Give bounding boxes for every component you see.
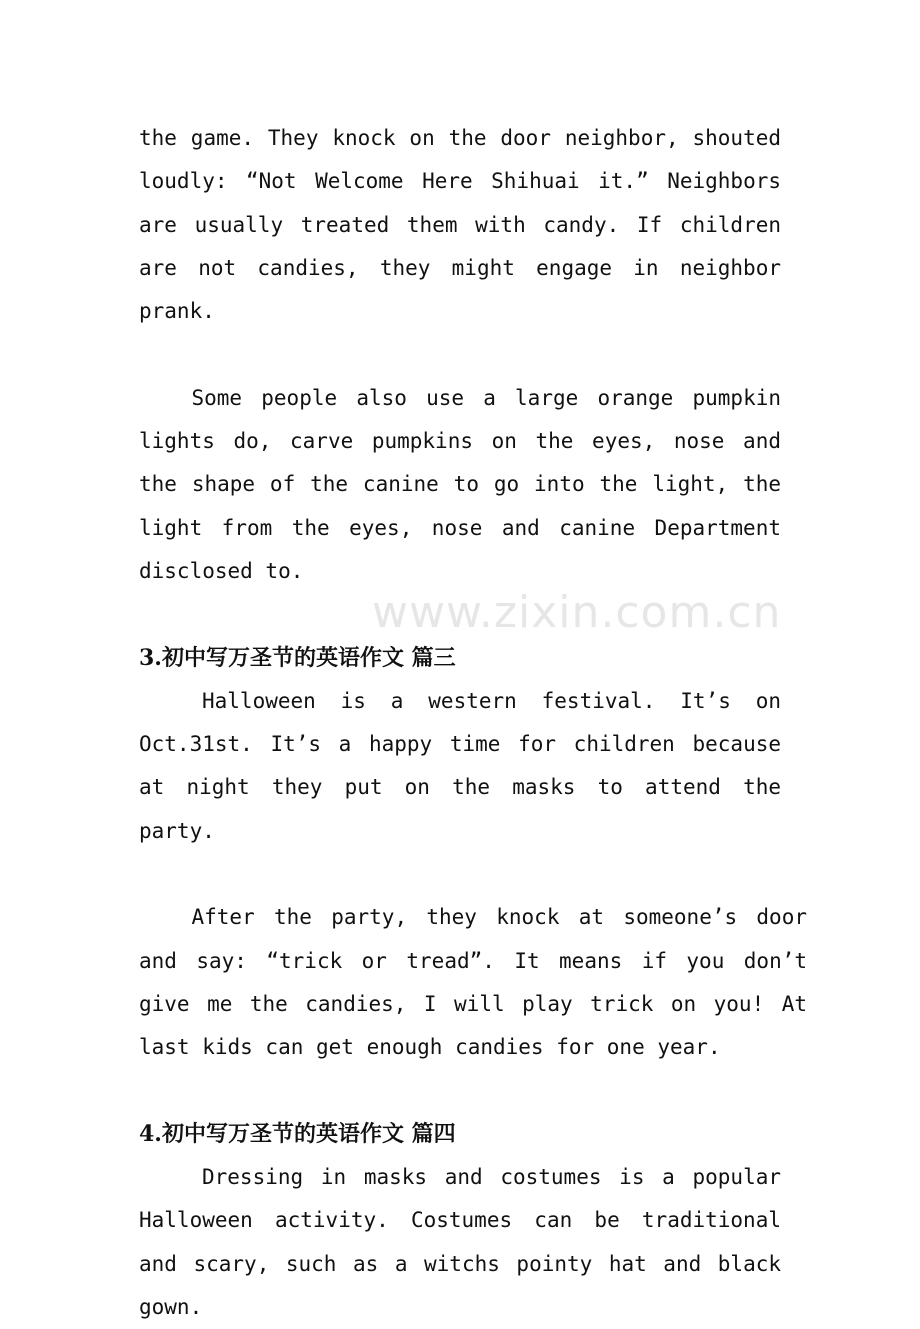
paragraph-gap <box>139 1070 781 1113</box>
document-body <box>139 117 807 1329</box>
section-heading-3: 3.初中写万圣节的英语作文 篇三 <box>139 644 456 671</box>
section-heading-4: 4.初中写万圣节的英语作文 篇四 <box>139 1120 456 1147</box>
paragraph-gap <box>139 333 781 376</box>
paragraph-gap <box>139 853 781 896</box>
paragraph-western-festival: Halloween is a western festival. It’s on Oct.31st. It’s a happy time for children because at night they put on the masks to attend the party. <box>139 688 781 843</box>
paragraph-after-party: After the party, they knock at someone’s door and say: “trick or tread”. It means if you don’t give me the candies, I will play trick on you! At last kids can get enough candies for one year. <box>139 905 807 1060</box>
paragraph-gap <box>139 593 781 636</box>
paragraph-pumpkin-lights: Some people also use a large orange pumpkin lights do, carve pumpkins on the eyes, nose and the shape of the canine to go into the light, the light from the eyes, nose and canine Department disclosed to. <box>139 385 781 583</box>
paragraph-masks-costumes: Dressing in masks and costumes is a popular Halloween activity. Costumes can be traditional and scary, such as a witchs pointy hat and black gown. <box>139 1165 781 1320</box>
watermark: www.zixin.com.cn <box>372 587 782 638</box>
paragraph-trick-or-treat: the game. They knock on the door neighbor, shouted loudly: “Not Welcome Here Shihuai it.” Neighbors are usually treated them with candy. If children are not candies, they might engage in neighbor prank. <box>139 126 781 324</box>
